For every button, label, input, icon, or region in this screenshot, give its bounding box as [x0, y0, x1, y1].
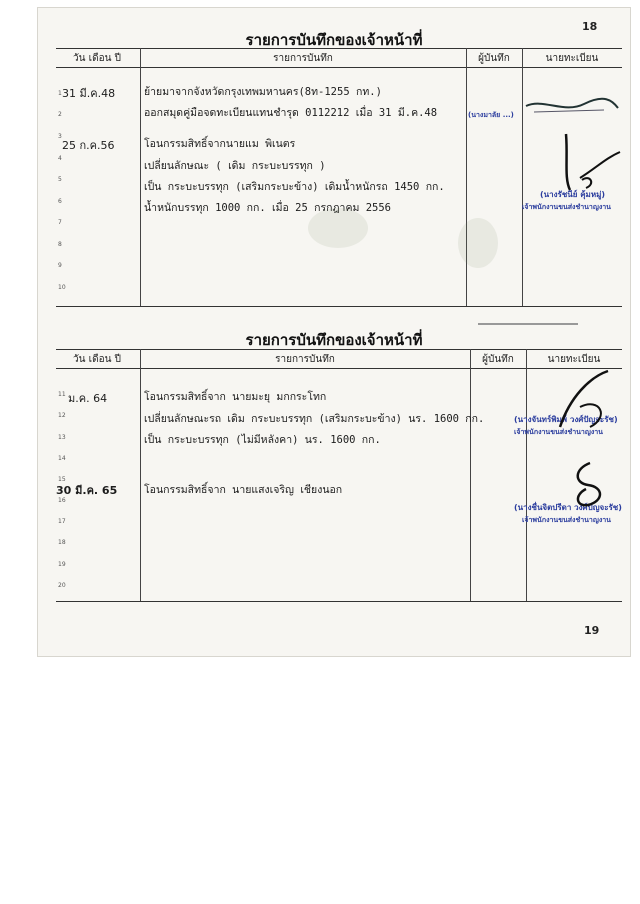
header-recorder: ผู้บันทึก — [482, 354, 514, 365]
entry-date: 30 มี.ค. 65 — [56, 484, 118, 497]
official-stamp: (นางชื่นจิตปรีดา วงศ์ปัญจะรัช) — [514, 503, 622, 512]
section1-heading: รายการบันทึกของเจ้าหน้าที่ — [245, 31, 423, 49]
official-stamp: เจ้าพนักงานขนส่งชำนาญงาน — [522, 203, 611, 211]
line-number: 15 — [58, 476, 66, 483]
page-number-top: 18 — [582, 20, 598, 33]
entry-line: น้ำหนักบรรทุก 1000 กก. เมื่อ 25 กรกฎาคม 2556 — [144, 202, 391, 214]
line-number: 14 — [58, 455, 66, 462]
entry-line: ออกสมุดคู่มือจดทะเบียนแทนชำรุด 0112212 เมื่อ 31 มี.ค.48 — [144, 107, 438, 119]
header-recorder: ผู้บันทึก — [478, 53, 510, 64]
line-number: 3 — [58, 133, 62, 140]
table-bottom-line — [56, 601, 622, 602]
page-number-bottom: 19 — [584, 624, 600, 637]
line-number: 19 — [58, 561, 66, 568]
entry-line: เปลี่ยนลักษณะ ( เดิม กระบะบรรทุก ) — [144, 160, 326, 172]
column-divider — [466, 48, 467, 306]
signature-3 — [550, 367, 622, 447]
entry-date: 31 มี.ค.48 — [62, 87, 116, 100]
entry-date: 25 ก.ค.56 — [62, 139, 115, 152]
line-number: 10 — [58, 284, 66, 291]
header-registrar: นายทะเบียน — [545, 53, 599, 64]
line-number: 20 — [58, 582, 66, 589]
header-date: วัน เดือน ปี — [73, 53, 121, 64]
signature-2 — [546, 128, 626, 198]
line-number: 7 — [58, 219, 62, 226]
entry-line: โอนกรรมสิทธิ์จาก นายมะยุ มกกระโทก — [144, 391, 327, 403]
entry-line: เป็น กระบะบรรทุก (ไม่มีหลังคา) นร. 1600 กก. — [144, 434, 381, 446]
line-number: 6 — [58, 198, 62, 205]
line-number: 8 — [58, 241, 62, 248]
line-number: 5 — [58, 176, 62, 183]
line-number: 12 — [58, 412, 66, 419]
official-stamp: เจ้าพนักงานขนส่งชำนาญงาน — [522, 516, 611, 524]
header-record: รายการบันทึก — [273, 53, 333, 64]
column-divider — [526, 349, 527, 601]
signature-4 — [560, 459, 620, 509]
entry-line: โอนกรรมสิทธิ์จากนายแม พิเนตร — [144, 138, 296, 150]
document-page — [38, 8, 630, 656]
header-registrar: นายทะเบียน — [547, 354, 601, 365]
section2-table — [56, 349, 622, 601]
official-stamp: เจ้าพนักงานขนส่งชำนาญงาน — [514, 428, 603, 436]
official-stamp: (นางจันทร์พิมพ์ วงศ์ปัญจะรัช) — [514, 415, 618, 424]
column-divider — [140, 349, 141, 601]
header-record: รายการบันทึก — [275, 354, 335, 365]
section1-table — [56, 48, 622, 306]
entry-line: ย้ายมาจากจังหวัดกรุงเทพมหานคร(8ท-1255 กท.) — [144, 86, 382, 98]
line-number: 17 — [58, 518, 66, 525]
column-divider — [522, 48, 523, 306]
line-number: 11 — [58, 391, 66, 398]
line-number: 13 — [58, 434, 66, 441]
line-number: 1 — [58, 90, 62, 97]
paper-smudge — [308, 208, 368, 248]
section2-heading: รายการบันทึกของเจ้าหน้าที่ — [245, 331, 423, 349]
fold-mark — [478, 323, 578, 325]
table-bottom-line — [56, 306, 622, 307]
entry-line: โอนกรรมสิทธิ์จาก นายแสงเจริญ เชียงนอก — [144, 484, 343, 496]
entry-line: เป็น กระบะบรรทุก (เสริมกระบะข้าง) เดิมน้ำหนักรถ 1450 กก. — [144, 181, 445, 193]
line-number: 9 — [58, 262, 62, 269]
official-stamp: (นางรัชนีย์ คุ้มหมู่) — [540, 190, 606, 199]
entry-date: ม.ค. 64 — [68, 392, 108, 405]
official-stamp: (นางมาลัย ...) — [468, 111, 514, 119]
line-number: 4 — [58, 155, 62, 162]
paper-smudge — [458, 218, 498, 268]
column-divider — [140, 48, 141, 306]
header-date: วัน เดือน ปี — [73, 354, 121, 365]
line-number: 18 — [58, 539, 66, 546]
line-number: 16 — [58, 497, 66, 504]
entry-line: เปลี่ยนลักษณะรถ เดิม กระบะบรรทุก (เสริมกระบะข้าง) นร. 1600 กก. — [144, 413, 485, 425]
line-number: 2 — [58, 111, 62, 118]
signature-1 — [524, 94, 620, 124]
column-divider — [470, 349, 471, 601]
